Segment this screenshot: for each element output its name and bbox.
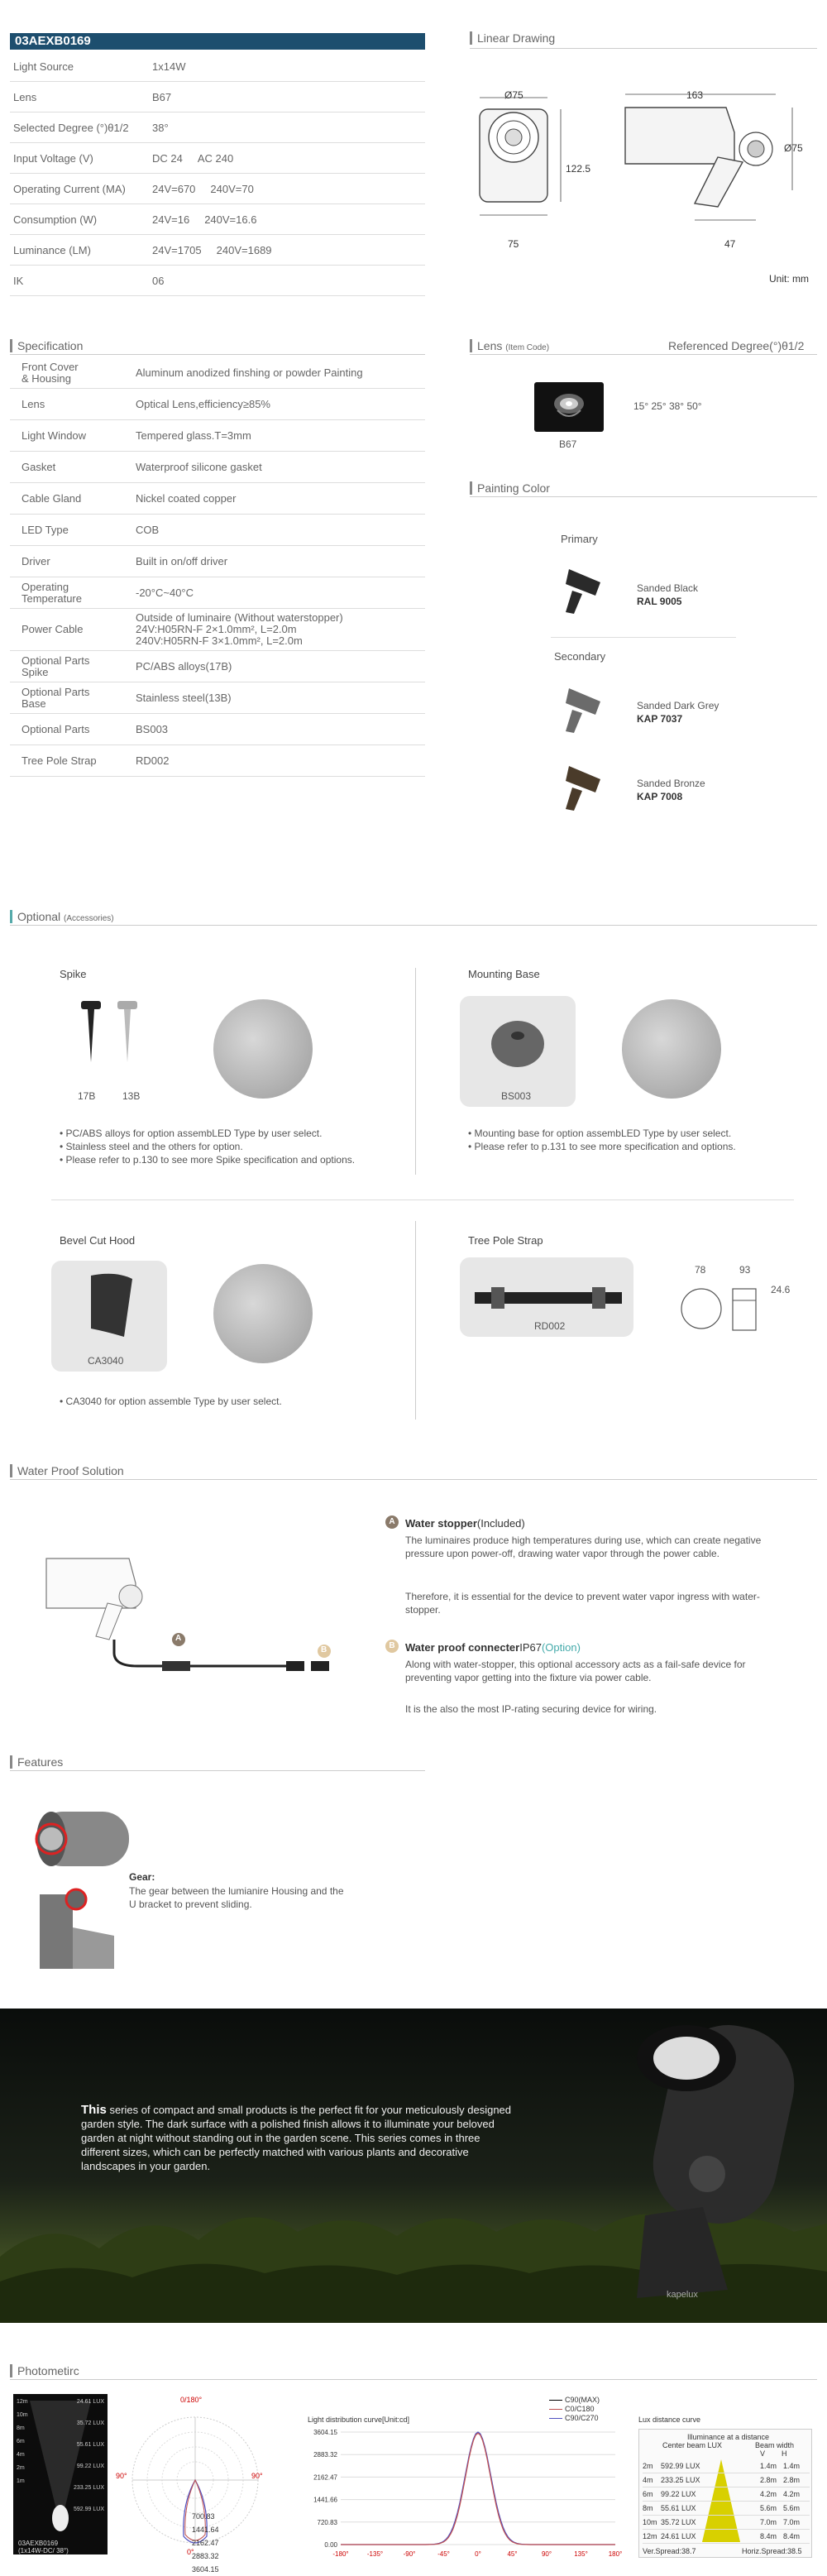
photometric-title: Photometirc: [10, 2364, 79, 2377]
lux-panel-distance: 10m: [17, 2412, 28, 2418]
key-spec-value: [152, 152, 425, 165]
curve-x-tick: -45°: [437, 2550, 450, 2558]
color-black-name: Sanded Black: [637, 582, 699, 594]
legend-swatch-3: [549, 2418, 562, 2419]
key-spec-value-part: 240V=1689: [216, 243, 272, 256]
connector-title: [405, 1641, 581, 1654]
unit-label: Unit: mm: [769, 273, 809, 285]
lux-sub-h: H: [782, 2449, 787, 2458]
legend-label-2: C0/C180: [565, 2405, 595, 2413]
lux-cell-d: 2m: [643, 2462, 653, 2470]
curve-y-tick: 2162.47: [313, 2473, 337, 2482]
key-spec-value-part: 24V=670: [152, 182, 196, 195]
features-image: [23, 1803, 139, 1977]
mounting-title: Mounting Base: [468, 968, 540, 980]
curve-x-tick: 0°: [475, 2550, 481, 2558]
lux-cell-h: 7.0m: [783, 2518, 801, 2526]
key-spec-value-part: 24V=1705: [152, 243, 202, 256]
hero-body: series of compact and small products is the perfect fit for your meticulously designed garden style. The dark surface with a polished finish allows it to illuminate your beloved garden at night without standing out in the garden scene. This series comes in three different sizes, which can be perfectly matched with various plants and decorative landscapes in your garden.: [81, 2104, 512, 2172]
curve-x-tick: 45°: [507, 2550, 518, 2558]
hood-bullets: [60, 1395, 407, 1408]
legend-c90-max: [549, 2396, 600, 2405]
spike-bullet-3: • Please refer to p.130 to see more Spike specification and options.: [60, 1154, 356, 1166]
key-spec-row: [10, 266, 425, 296]
swatch-dark-grey: [554, 682, 612, 740]
mounting-bullet-2: • Please refer to p.131 to see more specification and options.: [468, 1141, 736, 1152]
spec-row: [10, 745, 425, 777]
dim-front-top: Ø75: [504, 89, 523, 101]
hood-image: [83, 1271, 141, 1345]
dim-side-bottom: 47: [724, 238, 736, 250]
optional-divider: [10, 925, 817, 926]
lux-panel-value: 55.61 LUX: [76, 2442, 104, 2448]
spec-value: RD002: [136, 754, 170, 767]
key-spec-label: IK: [13, 274, 24, 287]
polar-value-2: 1441.64: [192, 2526, 219, 2534]
lens-title-text: Lens: [477, 339, 503, 352]
dim-side-right: Ø75: [784, 142, 803, 154]
polar-top-label: 0/180°: [180, 2396, 203, 2404]
waterproof-diagram: [38, 1550, 361, 1683]
lux-cone-panel: [13, 2394, 108, 2554]
key-spec-row: [10, 113, 425, 143]
key-spec-value-part: 24V=16: [152, 213, 190, 226]
spec-label: Optional Parts Spike: [22, 654, 90, 678]
linear-drawing-divider: [470, 48, 817, 49]
mounting-detail-image: [622, 999, 721, 1099]
painting-divider: [470, 496, 817, 497]
curve-y-tick: 2883.32: [313, 2451, 337, 2459]
lux-panel-distance: 1m: [17, 2478, 25, 2484]
lux-panel-model: 03AEXB0169: [18, 2540, 59, 2547]
spec-value: Aluminum anodized finshing or powder Painting: [136, 366, 363, 379]
spec-label: Cable Gland: [22, 491, 82, 505]
curve-chart-area: [308, 2429, 623, 2558]
waterproof-title: Water Proof Solution: [10, 1464, 124, 1477]
spec-label: Front Cover & Housing: [22, 360, 79, 385]
curve-series-c90-c270: [341, 2432, 615, 2545]
curve-y-tick: 720.83: [317, 2518, 337, 2526]
spec-value: Stainless steel(13B): [136, 691, 232, 704]
curve-series-c0-c180: [341, 2433, 615, 2545]
spec-row: [10, 483, 425, 515]
hood-title: Bevel Cut Hood: [60, 1234, 136, 1247]
lux-cell-h: 2.8m: [783, 2476, 801, 2484]
badge-b: B: [385, 1640, 399, 1653]
lux-cell-lux: 233.25 LUX: [661, 2476, 700, 2484]
key-spec-value-part: 240V=16.6: [204, 213, 257, 226]
lux-cell-h: 5.6m: [783, 2504, 801, 2512]
color-dark-grey-code: KAP 7037: [637, 713, 683, 725]
lux-panel-distance: 6m: [17, 2439, 25, 2444]
lux-panel-distance: 8m: [17, 2425, 25, 2431]
curve-x-tick: -135°: [366, 2550, 384, 2558]
key-spec-value: [152, 91, 425, 103]
gear-text: The gear between the lumianire Housing and the U bracket to prevent sliding.: [129, 1885, 344, 1910]
lux-row: [643, 2459, 810, 2473]
legend-swatch-1: [549, 2400, 562, 2401]
optional-divider-v1: [415, 968, 416, 1175]
connector-tag: (Option): [541, 1641, 581, 1654]
spec-row: [10, 682, 425, 714]
spec-label: LED Type: [22, 523, 69, 536]
model-title: 03AEXB0169: [10, 33, 425, 50]
spec-label: Power Cable: [22, 623, 84, 635]
mounting-label: BS003: [501, 1090, 532, 1102]
curve-title: Light distribution curve[Unit:cd]: [308, 2416, 410, 2424]
key-spec-value: [152, 244, 425, 256]
connector-title-text: Water proof connecter: [405, 1641, 520, 1654]
key-spec-value-part: DC 24: [152, 151, 183, 165]
curve-y-tick: 0.00: [324, 2541, 337, 2549]
key-spec-label: Input Voltage (V): [13, 151, 93, 165]
spec-value: Outside of luminaire (Without waterstopper) 24V:H05RN-F 2×1.0mm², L=2.0m 240V:H05RN-F 3×1.0mm², L=2.0m: [136, 611, 343, 647]
spec-label: Optional Parts: [22, 722, 90, 735]
spec-row: [10, 577, 425, 609]
strap-dim-93: 93: [739, 1264, 751, 1276]
spec-value: PC/ABS alloys(17B): [136, 659, 232, 673]
spec-row: [10, 515, 425, 546]
lux-panel-value: 24.61 LUX: [76, 2399, 104, 2405]
optional-divider-h: [51, 1199, 794, 1200]
spec-label: Driver: [22, 554, 50, 567]
lens-degree-title: Referenced Degree(°)θ1/2: [668, 339, 805, 352]
key-spec-row: [10, 174, 425, 204]
lux-cone-shape: [13, 2394, 108, 2554]
waterproof-divider: [10, 1479, 817, 1480]
dim-side-top: 163: [686, 89, 704, 101]
spec-label: Gasket: [22, 460, 56, 473]
polar-value-5: 3604.15: [192, 2565, 219, 2574]
curve-x-tick: 180°: [608, 2550, 623, 2558]
lux-foot-v: Ver.Spread:38.7: [643, 2547, 696, 2555]
polar-value-4: 2883.32: [192, 2552, 219, 2560]
spec-row: [10, 546, 425, 577]
legend-swatch-2: [549, 2409, 562, 2410]
optional-divider-v2: [415, 1221, 416, 1420]
curve-x-tick: -180°: [332, 2550, 349, 2558]
legend-label-3: C90/C270: [565, 2414, 599, 2422]
lux-cell-h: 1.4m: [783, 2462, 801, 2470]
curve-x-tick: 135°: [574, 2550, 588, 2558]
strap-image: [471, 1282, 625, 1315]
hood-detail-image: [213, 1264, 313, 1363]
key-spec-value: [152, 213, 425, 226]
lux-cell-v: 5.6m: [760, 2504, 777, 2512]
linear-drawing: [470, 83, 817, 256]
painting-title: Painting Color: [470, 481, 550, 495]
lux-panel-value: 233.25 LUX: [74, 2485, 104, 2491]
key-spec-value-part: B67: [152, 90, 172, 103]
polar-values: [192, 2510, 219, 2576]
spec-label: Light Window: [22, 429, 87, 442]
water-stopper-text-1: The luminaires produce high temperatures during use, which can create negative pressure upon power-off, drawing water vapor through the power cable.: [405, 1535, 762, 1559]
spec-value: Waterproof silicone gasket: [136, 460, 262, 473]
key-spec-value-part: AC 240: [197, 151, 234, 165]
spec-row: [10, 714, 425, 745]
hero-text: [81, 2103, 511, 2173]
connector-text-1: Along with water-stopper, this optional accessory acts as a fail-safe device for preventing vapor getting into the fixture via power cable.: [405, 1659, 746, 1683]
hood-label: CA3040: [88, 1355, 124, 1367]
key-spec-row: [10, 82, 425, 113]
lux-panel-value: 99.22 LUX: [76, 2463, 104, 2469]
color-black-code: RAL 9005: [637, 596, 682, 607]
spec-row: [10, 609, 425, 651]
lux-panel-distance: 12m: [17, 2399, 28, 2405]
dim-front-height: 122.5: [566, 163, 591, 175]
mounting-bullets: [468, 1127, 815, 1153]
curve-x-tick: -90°: [403, 2550, 416, 2558]
spec-row: [10, 452, 425, 483]
swatch-black: [554, 563, 612, 620]
lens-title-tag: (Item Code): [505, 343, 550, 352]
key-spec-label: Operating Current (MA): [13, 182, 126, 195]
lux-row: [643, 2502, 810, 2516]
lux-panel-distance: 2m: [17, 2465, 25, 2471]
key-spec-row: [10, 143, 425, 174]
spec-value: BS003: [136, 722, 169, 735]
lux-cell-lux: 592.99 LUX: [661, 2462, 700, 2470]
spec-label: Lens: [22, 397, 45, 410]
lux-cell-v: 4.2m: [760, 2490, 777, 2498]
lux-row: [643, 2473, 810, 2487]
key-spec-label: Light Source: [13, 60, 74, 73]
key-spec-value-part: 240V=70: [210, 182, 254, 195]
lux-panel-distance: 4m: [17, 2452, 25, 2458]
diagram-badge-a: A: [175, 1634, 182, 1643]
features-divider: [10, 1770, 425, 1771]
lens-divider: [470, 354, 817, 355]
lux-row: [643, 2516, 810, 2530]
lux-cell-h: 8.4m: [783, 2532, 801, 2540]
spec-value: COB: [136, 523, 160, 536]
curve-x-tick: 90°: [541, 2550, 552, 2558]
lux-foot-h: Horiz.Spread:38.5: [742, 2547, 802, 2555]
water-stopper-title: [405, 1517, 525, 1530]
lux-cell-v: 1.4m: [760, 2462, 777, 2470]
spike-title: Spike: [60, 968, 87, 980]
lux-panel-value: 592.99 LUX: [74, 2507, 104, 2512]
lux-panel-foot: [18, 2540, 69, 2554]
spec-value: Built in on/off driver: [136, 554, 228, 567]
optional-title: [10, 910, 114, 923]
specification-table: [10, 357, 425, 777]
spike-bullets: [60, 1127, 407, 1166]
spec-row: [10, 651, 425, 682]
lux-title: Lux distance curve: [638, 2416, 701, 2424]
hero-lead: This: [81, 2103, 107, 2117]
curve-legend: [549, 2396, 600, 2423]
key-spec-value: [152, 183, 425, 195]
spec-label: Optional Parts Base: [22, 685, 90, 710]
lux-distance-box: [638, 2429, 812, 2558]
legend-c0-c180: [549, 2405, 600, 2414]
key-spec-label: Lens: [13, 90, 37, 103]
lux-cell-d: 6m: [643, 2490, 653, 2498]
diagram-badge-b: B: [321, 1645, 327, 1654]
lux-row: [643, 2530, 810, 2544]
lux-col1: Center beam LUX: [662, 2441, 723, 2449]
photometric-divider: [10, 2379, 817, 2380]
lux-cell-d: 4m: [643, 2476, 653, 2484]
water-stopper-text-2: Therefore, it is essential for the device to prevent water vapor ingress with water-stopper.: [405, 1591, 760, 1616]
polar-value-1: 700.83: [192, 2512, 215, 2521]
lux-cell-d: 12m: [643, 2532, 657, 2540]
key-spec-row: [10, 51, 425, 82]
key-spec-value: [152, 275, 425, 287]
spec-row: [10, 357, 425, 389]
spike-bullet-2: • Stainless steel and the others for option.: [60, 1141, 243, 1152]
strap-dim-24-6: 24.6: [771, 1284, 791, 1295]
lux-cell-v: 8.4m: [760, 2532, 777, 2540]
curve-y-tick: 3604.15: [313, 2429, 337, 2436]
polar-value-3: 2162.47: [192, 2539, 219, 2547]
key-spec-label: Consumption (W): [13, 213, 98, 226]
hero-brand: kapelux: [667, 2290, 698, 2300]
lux-cell-d: 8m: [643, 2504, 653, 2512]
water-stopper-tag: (Included): [476, 1517, 525, 1530]
lux-row: [643, 2487, 810, 2502]
polar-right-label: 90°: [251, 2472, 263, 2480]
lens-degrees: 15° 25° 38° 50°: [633, 400, 702, 412]
lux-cell-v: 2.8m: [760, 2476, 777, 2484]
primary-label: Primary: [561, 533, 598, 545]
secondary-label: Secondary: [554, 650, 606, 663]
lux-panel-config: (1x14W-DC/ 38°): [18, 2547, 69, 2554]
key-spec-value-part: 06: [152, 274, 165, 287]
key-spec-value-part: 1x14W: [152, 60, 186, 73]
key-spec-row: [10, 235, 425, 266]
lens-title: [470, 339, 549, 352]
lux-sub-v: V: [760, 2449, 766, 2458]
spec-value: Nickel coated copper: [136, 491, 237, 505]
polar-bottom-label: 0°: [187, 2548, 194, 2556]
key-spec-label: Selected Degree (°)θ1/2: [13, 121, 129, 134]
legend-c90-c270: [549, 2414, 600, 2423]
specification-divider: [10, 354, 425, 355]
color-bronze-code: KAP 7008: [637, 791, 683, 802]
hood-bullet-1: • CA3040 for option assemble Type by user select.: [60, 1396, 282, 1407]
curve-svg: [308, 2429, 623, 2558]
lux-col2: Beam width: [755, 2441, 795, 2449]
spec-row: [10, 389, 425, 420]
spec-row: [10, 420, 425, 452]
features-title: Features: [10, 1755, 63, 1769]
spike-label-17b: 17B: [78, 1090, 96, 1102]
optional-title-text: Optional: [17, 910, 61, 923]
lux-rows: [643, 2459, 810, 2544]
key-spec-value-part: 38°: [152, 121, 169, 134]
spec-label: Tree Pole Strap: [22, 754, 97, 767]
connector-text-2: It is the also the most IP-rating securing device for wiring.: [405, 1703, 657, 1715]
swatch-bronze: [554, 759, 612, 817]
color-bronze-name: Sanded Bronze: [637, 778, 705, 789]
spike-bullet-1: • PC/ABS alloys for option assembLED Type by user select.: [60, 1128, 323, 1139]
key-spec-value: [152, 122, 425, 134]
lux-cell-lux: 35.72 LUX: [661, 2518, 696, 2526]
badge-a: A: [385, 1515, 399, 1529]
primary-divider: [551, 637, 736, 638]
spec-value: Tempered glass.T=3mm: [136, 429, 251, 442]
lux-panel-value: 35.72 LUX: [76, 2420, 104, 2426]
key-spec-value: [152, 60, 425, 73]
legend-label-1: C90(MAX): [565, 2396, 600, 2404]
mounting-bullet-1: • Mounting base for option assembLED Type by user select.: [468, 1128, 732, 1139]
gear-title: Gear:: [129, 1871, 155, 1883]
strap-dim-78: 78: [695, 1264, 706, 1276]
lux-cell-lux: 99.22 LUX: [661, 2490, 696, 2498]
lens-icon: [534, 382, 604, 432]
lux-head: Illuminance at a distance: [687, 2433, 770, 2441]
key-spec-label: Luminance (LM): [13, 243, 91, 256]
strap-title: Tree Pole Strap: [468, 1234, 543, 1247]
polar-left-label: 90°: [116, 2472, 127, 2480]
specification-title: Specification: [10, 339, 83, 352]
spec-value: Optical Lens,efficiency≥85%: [136, 397, 270, 410]
lens-code: B67: [559, 438, 577, 450]
mounting-image: [485, 1011, 551, 1069]
lux-cell-lux: 55.61 LUX: [661, 2504, 696, 2512]
lux-cell-d: 10m: [643, 2518, 657, 2526]
optional-title-tag: (Accessories): [64, 914, 114, 923]
spike-detail-image: [213, 999, 313, 1099]
lux-cell-lux: 24.61 LUX: [661, 2532, 696, 2540]
key-spec-table: [10, 51, 425, 296]
curve-y-tick: 1441.66: [313, 2496, 337, 2504]
water-stopper-title-text: Water stopper: [405, 1517, 477, 1530]
lux-cell-h: 4.2m: [783, 2490, 801, 2498]
dim-front-bottom: 75: [508, 238, 519, 250]
color-dark-grey-name: Sanded Dark Grey: [637, 700, 719, 711]
spec-value: -20°C~40°C: [136, 586, 194, 599]
linear-drawing-title: Linear Drawing: [470, 31, 555, 45]
spec-label: Operating Temperature: [22, 580, 82, 605]
spike-image: [68, 998, 151, 1080]
key-spec-row: [10, 204, 425, 235]
strap-label: RD002: [534, 1320, 566, 1332]
connector-code: IP67: [519, 1641, 542, 1654]
spike-label-13b: 13B: [122, 1090, 141, 1102]
lens-image: [534, 382, 604, 432]
lux-cell-v: 7.0m: [760, 2518, 777, 2526]
